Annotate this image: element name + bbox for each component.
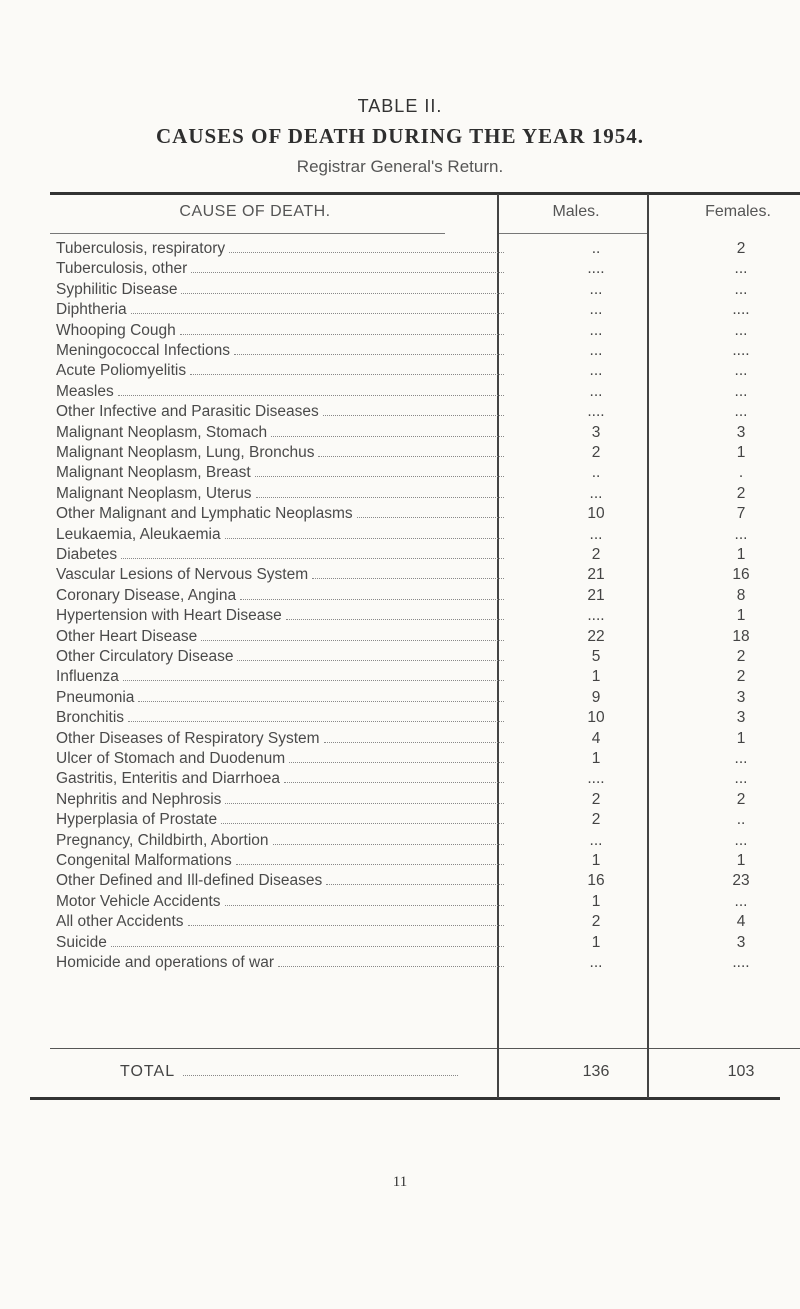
cause-label: Other Infective and Parasitic Diseases [56, 403, 319, 421]
cause-label: Hyperplasia of Prostate [56, 811, 218, 829]
leader-dots [284, 782, 504, 783]
table-row [50, 831, 800, 851]
table-row [50, 423, 800, 443]
table-row [50, 892, 800, 912]
leader-dots [225, 905, 504, 906]
cause-label: Coronary Disease, Angina [56, 586, 237, 604]
cause-cell [56, 627, 506, 647]
females-cell: ... [734, 260, 748, 278]
females-cell: . [738, 464, 744, 482]
leader-dots [324, 742, 504, 743]
cause-cell [56, 565, 506, 585]
cause-label: Congenital Malformations [56, 852, 232, 869]
table-row [50, 300, 800, 320]
table-row [50, 259, 800, 279]
males-cell: ... [589, 342, 603, 359]
males-cell: 1 [591, 933, 601, 951]
males-cell: 9 [591, 688, 601, 706]
leader-dots [326, 884, 504, 885]
females-cell: ... [734, 280, 748, 298]
table-row [50, 341, 800, 361]
leader-dots [131, 313, 504, 314]
males-cell: 16 [587, 872, 605, 890]
males-cell: 21 [587, 586, 605, 604]
cause-label: All other Accidents [56, 913, 184, 931]
males-cell: ... [589, 525, 603, 543]
cause-cell [56, 280, 506, 300]
table-row [50, 402, 800, 422]
table-label: TABLE II. [357, 96, 443, 116]
cause-cell [56, 586, 506, 606]
table-row [50, 749, 800, 769]
males-cell: ... [589, 954, 603, 971]
table-row [50, 810, 800, 830]
cause-cell [56, 361, 506, 381]
table-row [50, 912, 800, 932]
females-cell: .... [732, 954, 750, 971]
cause-cell [56, 729, 506, 749]
cause-label: Other Defined and Ill-defined Diseases [56, 872, 323, 890]
males-cell: 2 [591, 546, 601, 563]
page-title: CAUSES OF DEATH DURING THE YEAR 1954. [156, 124, 644, 148]
females-cell: .... [732, 301, 750, 319]
leader-dots [357, 517, 504, 518]
cause-cell [56, 892, 506, 912]
females-cell: .... [732, 342, 750, 359]
females-cell: 1 [736, 607, 746, 625]
cause-label: Pneumonia [56, 688, 135, 706]
males-cell: .. [591, 464, 601, 482]
males-cell: 1 [591, 668, 601, 686]
females-cell: ... [734, 525, 748, 543]
females-cell: 4 [736, 913, 746, 931]
cause-cell [56, 749, 506, 769]
leader-dots [312, 578, 504, 579]
cause-cell [56, 321, 506, 341]
leader-dots [191, 272, 504, 273]
females-cell: 2 [736, 240, 746, 257]
table-row [50, 463, 800, 483]
total-females: 103 [727, 1063, 755, 1080]
cause-cell [56, 871, 506, 891]
females-cell: 3 [736, 423, 746, 441]
males-cell: 3 [591, 423, 601, 441]
males-cell: 10 [587, 505, 605, 523]
cause-cell [56, 423, 506, 443]
cause-cell [56, 953, 506, 973]
total-males: 136 [582, 1063, 610, 1080]
males-cell: 21 [587, 566, 605, 584]
cause-label: Homicide and operations of war [56, 954, 274, 971]
cause-cell [56, 463, 506, 483]
cause-label: Bronchitis [56, 709, 125, 727]
leader-dots [236, 864, 504, 865]
cause-label: Influenza [56, 668, 119, 686]
females-cell: 2 [736, 668, 746, 686]
table-row [50, 382, 800, 402]
leader-dots [234, 354, 504, 355]
table-row [50, 688, 800, 708]
females-cell: ... [734, 403, 748, 421]
cause-label: Malignant Neoplasm, Stomach [56, 423, 268, 441]
males-cell: ... [589, 484, 603, 502]
cause-label: Nephritis and Nephrosis [56, 790, 222, 808]
cause-label: Diphtheria [56, 301, 127, 319]
cause-label: Pregnancy, Childbirth, Abortion [56, 831, 269, 849]
leader-dots [225, 803, 504, 804]
males-cell: .... [587, 260, 605, 278]
header-bottom-rule [50, 233, 445, 234]
leader-dots [118, 395, 504, 396]
cause-label: Whooping Cough [56, 321, 176, 339]
cause-cell [56, 933, 506, 953]
cause-label: Gastritis, Enteritis and Diarrhoea [56, 770, 280, 788]
leader-dots [111, 946, 504, 947]
leader-dots [318, 456, 504, 457]
table-row [50, 525, 800, 545]
cause-cell [56, 688, 506, 708]
leader-dots [255, 476, 504, 477]
males-cell: 1 [591, 852, 601, 869]
females-cell: 3 [736, 688, 746, 706]
females-cell: 1 [736, 852, 746, 869]
leader-dots [240, 599, 504, 600]
leader-dots [278, 966, 504, 967]
table-row [50, 667, 800, 687]
table-row [50, 708, 800, 728]
table-row [50, 769, 800, 789]
table-row [50, 280, 800, 300]
cause-label: Hypertension with Heart Disease [56, 607, 282, 625]
cause-cell [56, 300, 506, 320]
table-row [50, 361, 800, 381]
females-cell: 1 [736, 546, 746, 563]
leader-dots [221, 823, 504, 824]
cause-label: Vascular Lesions of Nervous System [56, 566, 309, 584]
males-cell: ... [589, 321, 603, 339]
table-row [50, 443, 800, 463]
cause-cell [56, 831, 506, 851]
cause-label: Tuberculosis, other [56, 260, 188, 278]
table-row [50, 647, 800, 667]
leader-dots [190, 374, 504, 375]
leader-dots [181, 293, 504, 294]
column-header-females: Females. [705, 203, 771, 220]
leader-dots [123, 680, 504, 681]
males-header-rule [498, 233, 648, 234]
table-row [50, 933, 800, 953]
males-cell: .... [587, 770, 605, 788]
table-row [50, 851, 800, 871]
table-row [50, 627, 800, 647]
leader-dots [237, 660, 504, 661]
table-row [50, 790, 800, 810]
leader-dots [323, 415, 504, 416]
leader-dots [121, 558, 504, 559]
cause-label: Measles [56, 382, 114, 400]
males-cell: 2 [591, 913, 601, 931]
females-cell: 2 [736, 648, 746, 665]
table-bottom-rule [30, 1097, 780, 1100]
cause-cell [56, 341, 506, 361]
table-row [50, 504, 800, 524]
females-cell: 2 [736, 790, 746, 808]
males-cell: ... [589, 382, 603, 400]
total-row-label [120, 1063, 460, 1081]
males-cell: 4 [591, 729, 601, 747]
leader-dots [225, 538, 504, 539]
leader-dots [180, 334, 504, 335]
females-cell: 1 [736, 444, 746, 461]
leader-dots [183, 1075, 458, 1076]
males-cell: 2 [591, 790, 601, 808]
leader-dots [201, 640, 504, 641]
table-row [50, 545, 800, 565]
cause-cell [56, 239, 506, 259]
females-cell: .. [736, 811, 746, 829]
cause-label: Meningococcal Infections [56, 342, 231, 359]
cause-cell [56, 647, 506, 667]
males-cell: 5 [591, 648, 601, 665]
cause-label: Other Malignant and Lymphatic Neoplasms [56, 505, 353, 523]
females-cell: ... [734, 321, 748, 339]
males-cell: ... [589, 831, 603, 849]
table-row [50, 586, 800, 606]
cause-label: Malignant Neoplasm, Breast [56, 464, 251, 482]
females-cell: 16 [732, 566, 750, 584]
females-cell: 23 [732, 872, 750, 890]
cause-cell [56, 851, 506, 871]
males-cell: 2 [591, 444, 601, 461]
cause-label: Suicide [56, 933, 107, 951]
males-cell: 1 [591, 892, 601, 910]
cause-label: Other Circulatory Disease [56, 648, 234, 665]
leader-dots [286, 619, 504, 620]
males-cell: 1 [591, 750, 601, 767]
cause-label: Other Diseases of Respiratory System [56, 729, 320, 747]
cause-cell [56, 667, 506, 687]
cause-label: Ulcer of Stomach and Duodenum [56, 750, 286, 767]
cause-cell [56, 769, 506, 789]
leader-dots [128, 721, 504, 722]
cause-label: Malignant Neoplasm, Lung, Bronchus [56, 444, 315, 461]
total-top-rule [50, 1048, 800, 1049]
leader-dots [256, 497, 504, 498]
cause-cell [56, 790, 506, 810]
column-header-cause: CAUSE OF DEATH. [179, 203, 331, 220]
cause-cell [56, 810, 506, 830]
page-number: 11 [392, 1174, 408, 1190]
total-label: TOTAL [120, 1063, 176, 1080]
leader-dots [188, 925, 504, 926]
females-cell: 1 [736, 729, 746, 747]
cause-cell [56, 606, 506, 626]
cause-cell [56, 382, 506, 402]
females-cell: ... [734, 382, 748, 400]
males-cell: .... [587, 403, 605, 421]
cause-cell [56, 708, 506, 728]
cause-cell [56, 259, 506, 279]
females-cell: 3 [736, 933, 746, 951]
leader-dots [273, 844, 504, 845]
females-cell: ... [734, 770, 748, 788]
males-cell: 10 [587, 709, 605, 727]
table-row [50, 239, 800, 259]
males-cell: 22 [587, 627, 605, 645]
cause-cell [56, 525, 506, 545]
cause-cell [56, 912, 506, 932]
males-cell: .. [591, 240, 601, 257]
cause-cell [56, 504, 506, 524]
cause-cell [56, 402, 506, 422]
females-cell: 8 [736, 586, 746, 604]
leader-dots [229, 252, 504, 253]
cause-label: Diabetes [56, 546, 118, 563]
cause-label: Motor Vehicle Accidents [56, 892, 221, 910]
females-cell: 3 [736, 709, 746, 727]
males-cell: ... [589, 280, 603, 298]
table-row [50, 871, 800, 891]
cause-label: Other Heart Disease [56, 627, 198, 645]
males-cell: ... [589, 301, 603, 319]
table-row [50, 484, 800, 504]
females-cell: 7 [736, 505, 746, 523]
females-cell: ... [734, 750, 748, 767]
leader-dots [138, 701, 504, 702]
page-subtitle: Registrar General's Return. [296, 157, 504, 176]
females-cell: 2 [736, 484, 746, 502]
table-row [50, 565, 800, 585]
table-row [50, 321, 800, 341]
females-cell: 18 [732, 627, 750, 645]
females-cell: ... [734, 892, 748, 910]
males-cell: .... [587, 607, 605, 625]
leader-dots [271, 436, 504, 437]
cause-cell [56, 545, 506, 565]
cause-label: Leukaemia, Aleukaemia [56, 525, 221, 543]
males-cell: ... [589, 362, 603, 380]
table-top-rule [50, 192, 800, 195]
cause-cell [56, 443, 506, 463]
cause-cell [56, 484, 506, 504]
cause-label: Acute Poliomyelitis [56, 362, 187, 380]
column-header-males: Males. [552, 203, 600, 220]
table-row [50, 953, 800, 973]
males-cell: 2 [591, 811, 601, 829]
table-row [50, 729, 800, 749]
cause-label: Malignant Neoplasm, Uterus [56, 484, 252, 502]
females-cell: ... [734, 362, 748, 380]
leader-dots [289, 762, 504, 763]
cause-label: Syphilitic Disease [56, 280, 178, 298]
cause-label: Tuberculosis, respiratory [56, 240, 226, 257]
table-row [50, 606, 800, 626]
females-cell: ... [734, 831, 748, 849]
